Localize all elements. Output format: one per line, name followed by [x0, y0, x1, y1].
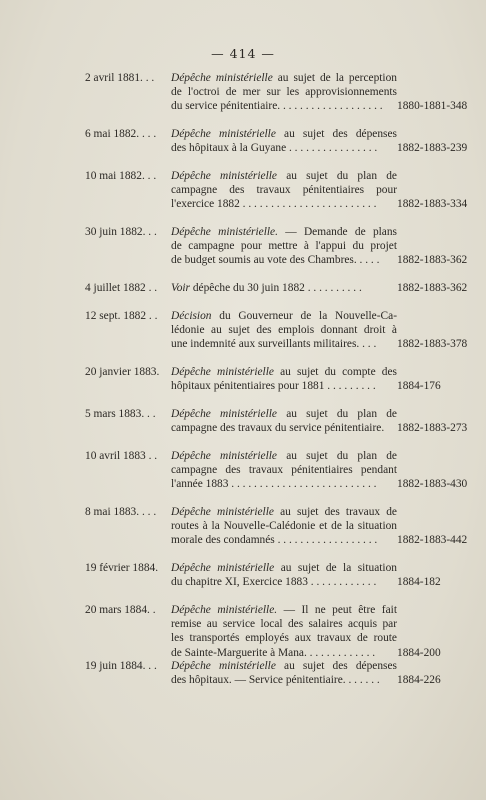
entry-last-line: l'exercice 1882 . . . . . . . . . . . . . . . . . . . . . . . . — [171, 198, 377, 211]
entry-text-line — [171, 85, 397, 99]
entry-line-text: au sujet du plan de — [286, 450, 397, 462]
entry-text-line — [171, 631, 397, 645]
entry-text-line — [171, 127, 397, 141]
entry-line-text: au sujet de la situation — [280, 562, 397, 574]
entry-description — [171, 309, 397, 352]
entry-title: Dépêche ministérielle — [171, 562, 275, 574]
entry-date: 19 février 1884. — [85, 562, 159, 574]
entry-last-line: campagne des travaux du service pénitentiaire. — [171, 422, 385, 435]
entry-text-line — [171, 365, 397, 379]
entry-text-line — [171, 323, 397, 337]
entry-date: 10 mai 1882. . . — [85, 170, 157, 182]
entry-description — [171, 407, 397, 435]
entry-title: Dépêche ministérielle — [171, 366, 274, 378]
entry-title: Dépêche ministérielle — [171, 128, 276, 140]
entry-text-line — [171, 617, 397, 631]
entry-last-line: morale des condamnés . . . . . . . . . . . . . . . . . . — [171, 534, 378, 547]
entry-reference: 1884-200 — [397, 646, 441, 659]
entry-title: Dépêche ministérielle — [171, 72, 273, 84]
entry-text-line — [171, 309, 397, 323]
entry-description — [171, 603, 397, 660]
entry-last-line: du service pénitentiaire. . . . . . . . . . . . . . . . . . . — [171, 100, 383, 113]
entry-description — [171, 127, 397, 155]
entry-description — [171, 225, 397, 268]
entry-description — [171, 659, 397, 687]
entry-date: 20 mars 1884. . — [85, 604, 156, 616]
entry-title: Dépêche ministérielle — [171, 408, 277, 420]
entry-last-line: dépêche du 30 juin 1882 . . . . . . . . . . — [192, 282, 362, 294]
entry-text-line — [171, 519, 397, 533]
entry-last-line: une indemnité aux surveillants militaires. . . . — [171, 338, 377, 351]
entry-date: 10 avril 1883 . . — [85, 450, 158, 462]
entry-last-line: l'année 1883 . . . . . . . . . . . . . . . . . . . . . . . . . . — [171, 478, 377, 491]
entry-title: Dépêche ministérielle — [171, 506, 274, 518]
entry-line-text: au sujet du plan de — [286, 170, 397, 182]
entry-line-text: lédonie au sujet des emplois donnant droit à — [171, 324, 397, 337]
entry-line-text: au sujet du plan de — [286, 408, 397, 420]
entry-text-line — [171, 659, 397, 673]
entry-date: 6 mai 1882. . . . — [85, 128, 157, 140]
entry-reference: 1882-1883-273 — [397, 422, 468, 435]
entry-description — [171, 561, 397, 589]
entry-text-line — [171, 183, 397, 197]
entry-reference: 1882-1883-334 — [397, 198, 468, 211]
entry-date: 4 juillet 1882 . . — [85, 282, 158, 294]
entry-text-line — [171, 169, 397, 183]
entry-last-line: des hôpitaux à la Guyane . . . . . . . . . . . . . . . . — [171, 142, 378, 155]
entry-date: 12 sept. 1882 . . — [85, 310, 158, 322]
entry-text-line — [171, 449, 397, 463]
entry-title: Dépêche ministérielle. — [171, 226, 278, 238]
entry-date: 2 avril 1881. . . — [85, 72, 155, 84]
entry-line-text: au sujet de la perception — [277, 72, 397, 84]
entry-reference: 1882-1883-378 — [397, 338, 468, 351]
entry-line-text: — Demande de plans — [285, 226, 397, 238]
entry-line-text: campagne des travaux pénitentiaires pour — [171, 184, 397, 197]
entry-description — [171, 71, 397, 114]
entry-line-text: remise au service local des salaires acquis par — [171, 618, 397, 631]
entry-reference: 1882-1883-362 — [397, 254, 468, 267]
entry-text-line — [171, 239, 397, 253]
entry-line-text: au sujet des dépenses — [284, 128, 397, 140]
entry-reference: 1882-1883-430 — [397, 478, 468, 491]
entry-title: Dépêche ministérielle — [171, 170, 277, 182]
entry-last-line: de budget soumis au vote des Chambres. . . . . — [171, 254, 380, 267]
entry-text-line — [171, 281, 397, 295]
entry-description — [171, 169, 397, 212]
entry-title: Dépêche ministérielle. — [171, 604, 278, 616]
entry-line-text: campagne des travaux pénitentiaires pendant — [171, 464, 397, 477]
entry-description — [171, 449, 397, 492]
entry-reference: 1882-1883-362 — [397, 282, 468, 294]
entry-reference: 1884-226 — [397, 674, 441, 687]
entry-line-text: au sujet des dépenses — [284, 660, 397, 672]
entry-date: 30 juin 1882. . . — [85, 226, 157, 238]
entry-line-text: routes à la Nouvelle-Calédonie et de la situation — [171, 520, 397, 533]
entry-line-text: de campagne pour mettre à l'appui du projet — [171, 240, 397, 253]
entry-reference: 1884-182 — [397, 576, 441, 589]
entry-line-text: les transportés employés aux travaux de route — [171, 632, 397, 645]
entry-title: Voir — [171, 282, 190, 294]
entry-description — [171, 365, 397, 393]
entry-line-text: au sujet des travaux de — [280, 506, 397, 518]
entry-last-line: de Sainte-Marguerite à Mana. . . . . . . . . . . . . — [171, 646, 376, 659]
entry-line-text: — Il ne peut être fait — [283, 604, 397, 616]
entry-title: Dépêche ministérielle — [171, 660, 276, 672]
entry-description — [171, 505, 397, 548]
entry-date: 5 mars 1883. . . — [85, 408, 156, 420]
entry-text-line — [171, 603, 397, 617]
entry-text-line — [171, 463, 397, 477]
entry-reference: 1880-1881-348 — [397, 100, 468, 113]
entry-text-line — [171, 505, 397, 519]
entry-title: Décision — [171, 310, 212, 322]
entry-reference: 1884-176 — [397, 380, 441, 393]
entry-date: 8 mai 1883. . . . — [85, 506, 157, 518]
page-number: — 414 — — [211, 46, 275, 61]
entry-text-line — [171, 71, 397, 85]
entry-reference: 1882-1883-442 — [397, 534, 468, 547]
entry-text-line — [171, 225, 397, 239]
entry-line-text: du Gouverneur de la Nouvelle-Ca- — [219, 310, 397, 322]
entry-line-text: au sujet du compte des — [280, 366, 397, 378]
entry-last-line: du chapitre XI, Exercice 1883 . . . . . . . . . . . . — [171, 576, 377, 589]
entry-text-line — [171, 407, 397, 421]
entry-date: 20 janvier 1883. — [85, 366, 160, 378]
entry-reference: 1882-1883-239 — [397, 142, 468, 155]
entry-title: Dépêche ministérielle — [171, 450, 277, 462]
entry-last-line: hôpitaux pénitentiaires pour 1881 . . . . . . . . . — [171, 380, 376, 393]
entry-last-line: des hôpitaux. — Service pénitentiaire. . . . . . . — [171, 674, 380, 687]
entry-date: 19 juin 1884. . . — [85, 660, 157, 672]
entry-description — [171, 281, 397, 295]
entry-text-line — [171, 561, 397, 575]
entry-line-text: de l'octroi de mer sur les approvisionnements — [171, 86, 397, 99]
